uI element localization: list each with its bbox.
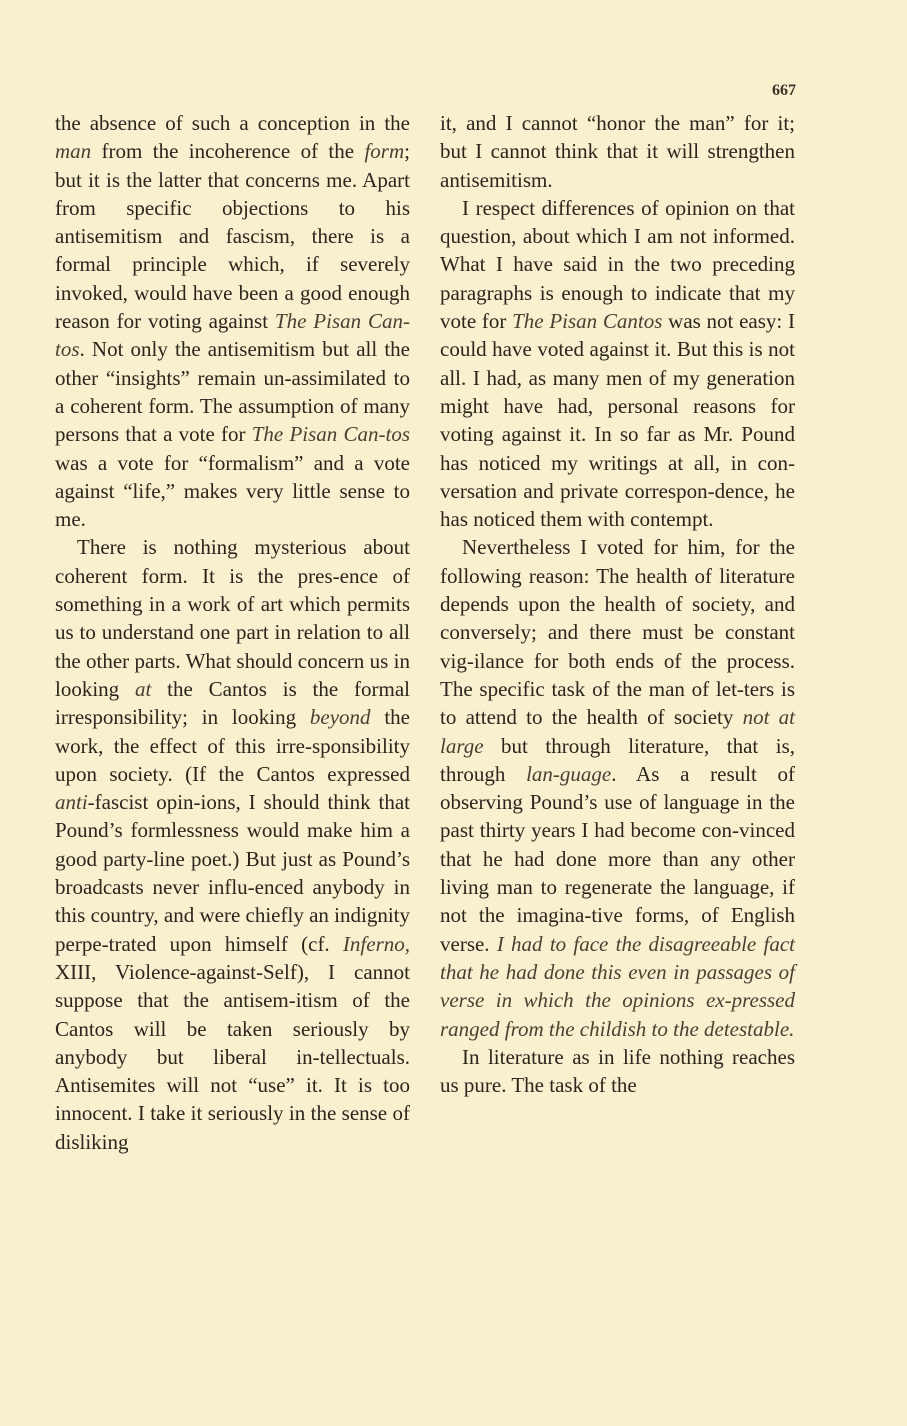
text-run: In literature as in life nothing reaches us pure. The task of the [440,1044,795,1098]
paragraph [440,194,795,534]
text-run: -fascist opin-ions, I should think that Pound’s formlessness would make him a good party-line poet.) But just as Pound’s broadcasts never influ-enced anybody in this country, and were chiefly an indignity perpe-trated upon himself (cf. [55,790,410,956]
italic-text: beyond [309,705,371,730]
italic-text: Inferno, [342,931,410,956]
text-run: the work, the effect of this irre-sponsibility upon society. (If the Cantos expressed [55,705,410,786]
paragraph [55,109,410,533]
italic-text: lan-guage [526,761,612,786]
text-run: the Cantos is the formal irresponsibility; in looking [55,676,410,730]
italic-text: form [364,139,405,164]
italic-text: The Pisan Can-tos [55,309,410,362]
text-run: . Not only the antisemitism but all the other “insights” remain un-assimilated to a coherent form. The assumption of many persons that a vote for [55,337,410,447]
text-run: XIII, Violence-against-Self), I cannot suppose that the antisem-itism of the Cantos will be taken seriously by anybody but liberal in-tellectuals. Antisemites will not “use” it. It is too innocent. I take it seriously in the sense of disliking [55,959,410,1154]
italic-text: not at large [440,705,796,758]
text-run: the absence of such a conception in the [55,111,410,135]
paragraph [440,533,795,1042]
right-column [440,109,795,1099]
text-run: from the incoherence of the [91,139,365,164]
paragraph [55,533,410,1156]
text-run: ; but it is the latter that concerns me. Apart from specific objections to his antisemitism and fascism, there is a formal principle which, if severely invoked, would have been a good enough reason for voting against [55,139,410,334]
italic-text: I had to face the disagreeable fact that he had done this even in passages of verse in which the opinions ex-pressed ranged from the childish to the detestable. [440,931,795,1041]
italic-text: man [55,139,92,164]
italic-text: The Pisan Cantos [512,309,663,334]
left-column [55,109,410,1156]
text-run: but through literature, that is, through [440,733,795,786]
paragraph [440,109,795,194]
text-run: was a vote for “formalism” and a vote against “life,” makes very little sense to me. [55,450,410,532]
text-run: . As a result of observing Pound’s use of language in the past thirty years I had become con-vinced that he had done more than any other living man to regenerate the language, if not the imagina-tive forms, of English verse. [440,761,796,956]
text-run: it, and I cannot “honor the man” for it; but I cannot think that it will strengthen antisemitism. [440,111,795,192]
italic-text: at [134,676,152,701]
italic-text: The Pisan Can-tos [251,422,410,447]
text-run: There is nothing mysterious about coherent form. It is the pres-ence of something in a work of art which permits us to understand one part in relation to all the other parts. What should concern us in looking [55,535,410,701]
text-run: Nevertheless I voted for him, for the following reason: The health of literature depends upon the health of society, and conversely; and there must be constant vig-ilance for both ends of the process. The specific task of the man of let-ters is to attend to the health of society [440,535,795,730]
paragraph [440,1043,795,1100]
page-number: 667 [772,82,796,99]
text-run: was not easy: I could have voted against it. But this is not all. I had, as many men of my generation might have had, personal reasons for voting against it. In so far as Mr. Pound has noticed my writings at all, in con-versation and private correspon-dence, he has noticed them with contempt. [440,309,795,532]
italic-text: anti [55,790,88,815]
text-run: I respect differences of opinion on that question, about which I am not informed. What I have said in the two preceding paragraphs is enough to indicate that my vote for [440,195,795,334]
